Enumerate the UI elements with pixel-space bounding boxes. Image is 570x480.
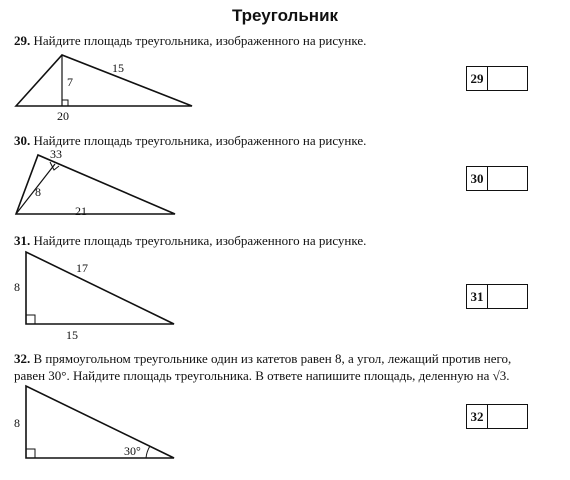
answer-box-32-label: 32: [467, 405, 488, 428]
task-32-vertical-leg-label: 8: [14, 416, 20, 430]
task-30-number: 30.: [14, 133, 31, 148]
task-32-question-line2: равен 30°. Найдите площадь треугольника. В ответе напишите площадь, деленную на √3.: [14, 368, 510, 383]
answer-box-31-label: 31: [467, 285, 488, 308]
answer-box-30-label: 30: [467, 167, 488, 190]
task-31-number: 31.: [14, 233, 31, 248]
task-31-horizontal-leg-label: 15: [66, 328, 78, 342]
task-29-height-label: 7: [67, 75, 73, 89]
answer-box-29-label: 29: [467, 67, 488, 90]
task-30-top-label: 33: [50, 147, 62, 161]
task-31-question: Найдите площадь треугольника, изображенного на рисунке.: [33, 233, 367, 248]
page-title: Треугольник: [231, 6, 339, 25]
task-31-hypotenuse-label: 17: [76, 261, 88, 275]
task-30-bottom-label: 21: [75, 204, 87, 218]
task-29-number: 29.: [14, 33, 31, 48]
task-29-side-label: 15: [112, 61, 124, 75]
task-30-left-label: 8: [35, 185, 41, 199]
task-32-number: 32.: [14, 351, 31, 366]
task-32-question-line1: В прямоугольном треугольнике один из катетов равен 8, а угол, лежащий против него,: [33, 351, 512, 366]
answer-box-32[interactable]: [466, 404, 528, 429]
task-32-angle-label: 30°: [124, 444, 141, 458]
answer-field-32[interactable]: [488, 405, 527, 428]
task-29-base-label: 20: [57, 109, 69, 123]
task-29-question: Найдите площадь треугольника, изображенного на рисунке.: [33, 33, 367, 48]
task-30-question: Найдите площадь треугольника, изображенного на рисунке.: [33, 133, 367, 148]
task-31-vertical-leg-label: 8: [14, 280, 20, 294]
